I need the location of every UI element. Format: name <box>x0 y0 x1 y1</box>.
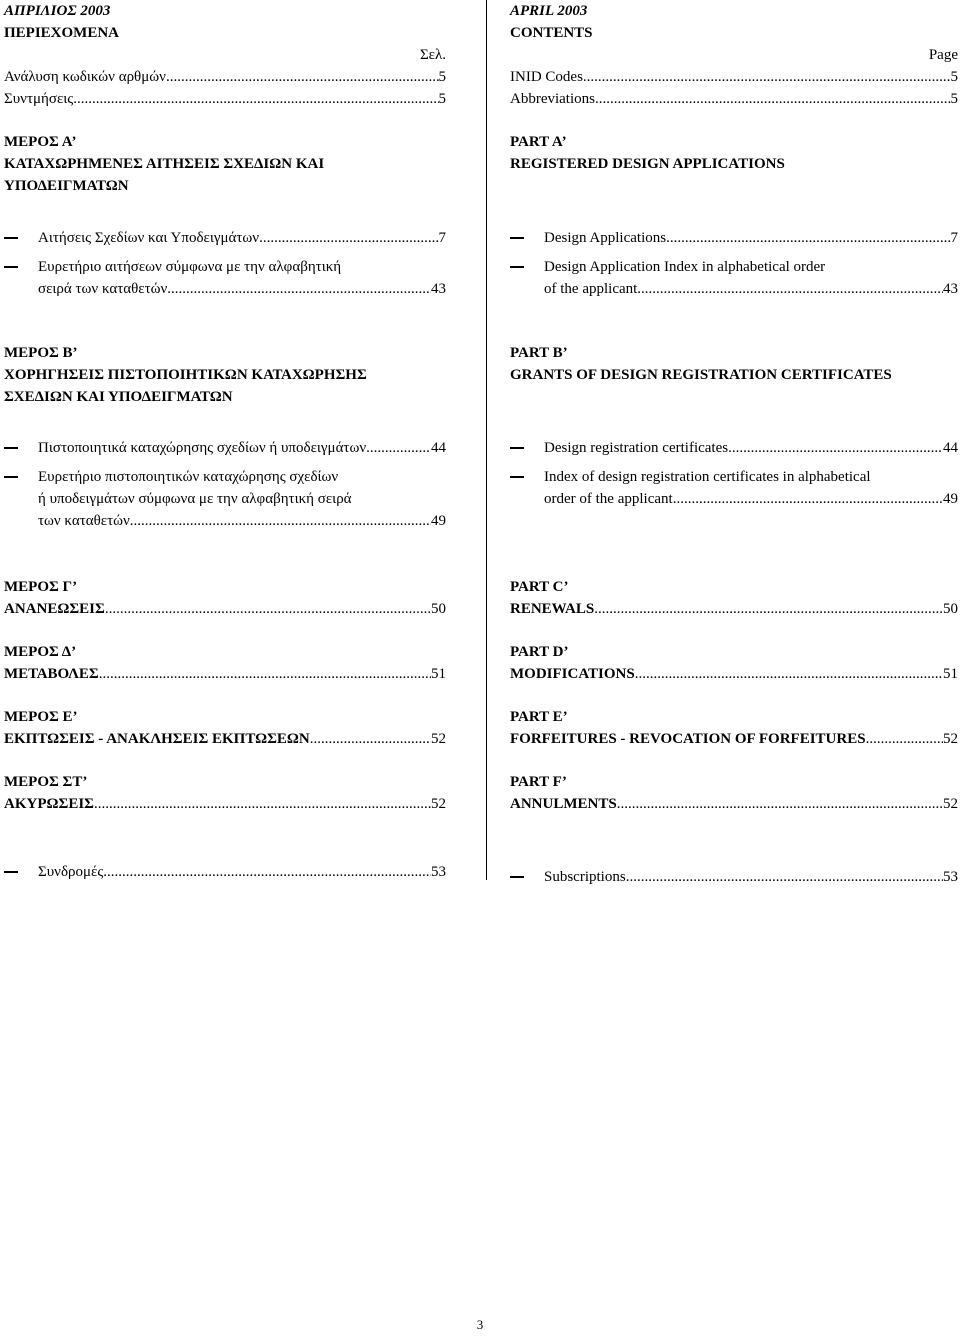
dash-bullet <box>4 266 18 268</box>
page-ref: 52 <box>431 796 446 812</box>
page-ref: 51 <box>431 666 446 682</box>
leader-dots <box>99 663 431 685</box>
leader-dots <box>673 488 943 510</box>
greek-part-f: ΜΕΡΟΣ ΣΤ’ ΑΚΥΡΩΣΕΙΣ ..... 52 <box>4 771 446 815</box>
leader-dots <box>73 88 438 110</box>
toc-entry[interactable]: Index of design registration certificates in alphabetical order of the applicant ..... 49 <box>510 466 958 510</box>
page-ref: 53 <box>943 869 958 885</box>
greek-part-e: ΜΕΡΟΣ Ε’ ΕΚΠΤΩΣΕΙΣ - ΑΝΑΚΛΗΣΕΙΣ ΕΚΠΤΩΣΕΩΝ ..... 52 <box>4 706 446 750</box>
page-ref: 52 <box>943 731 958 747</box>
leader-dots <box>259 227 438 249</box>
english-part-f: PART F’ ANNULMENTS ..... 52 <box>510 771 958 815</box>
english-part-d: PART D’ MODIFICATIONS ..... 51 <box>510 641 958 685</box>
toc-entry[interactable]: ΑΚΥΡΩΣΕΙΣ ..... 52 <box>4 793 446 815</box>
toc-entry[interactable]: ΜΕΤΑΒΟΛΕΣ ..... 51 <box>4 663 446 685</box>
dash-bullet <box>510 876 524 878</box>
toc-entry[interactable]: ΑΝΑΝΕΩΣΕΙΣ ..... 50 <box>4 598 446 620</box>
page-ref: 49 <box>431 513 446 529</box>
page-ref: 53 <box>431 864 446 880</box>
leader-dots <box>728 437 943 459</box>
column-divider <box>486 0 487 880</box>
page-ref: 43 <box>431 281 446 297</box>
toc-entry[interactable]: ΕΚΠΤΩΣΕΙΣ - ΑΝΑΚΛΗΣΕΙΣ ΕΚΠΤΩΣΕΩΝ ..... 52 <box>4 728 446 750</box>
leader-dots <box>134 510 431 532</box>
leader-dots <box>594 598 943 620</box>
toc-entry[interactable]: Συνδρομές ..... 53 <box>4 861 446 883</box>
toc-entry[interactable]: Design registration certificates ..... 44 <box>510 437 958 459</box>
page-ref: 49 <box>943 491 958 507</box>
toc-entry[interactable]: Design Application Index in alphabetical order of the applicant.. ..... 43 <box>510 256 958 300</box>
toc-entry[interactable]: Subscriptions ..... 53 <box>510 866 958 888</box>
page-ref: 7 <box>438 230 446 246</box>
english-part-e: PART E’ FORFEITURES - REVOCATION OF FORFEITURES ..... 52 <box>510 706 958 750</box>
leader-dots <box>166 66 439 88</box>
dash-bullet <box>510 476 524 478</box>
page-ref: 5 <box>950 69 958 85</box>
page-ref: 52 <box>431 731 446 747</box>
page-ref: 5 <box>950 91 958 107</box>
greek-part-a-heading: ΜΕΡΟΣ Α’ ΚΑΤΑΧΩΡΗΜΕΝΕΣ ΑΙΤΗΣΕΙΣ ΣΧΕΔΙΩΝ ΚΑΙ ΥΠΟΔΕΙΓΜΑΤΩΝ <box>4 134 325 194</box>
toc-entry[interactable]: Ανάλυση κωδικών αρθμών ..... 5 <box>4 66 446 88</box>
english-contents-title: CONTENTS <box>510 25 593 41</box>
greek-date: ΑΠΡΙΛΙΟΣ 2003 <box>4 3 111 19</box>
page-ref: 50 <box>943 601 958 617</box>
page-ref: 44 <box>943 440 958 456</box>
leader-dots <box>666 227 950 249</box>
leader-dots <box>617 793 943 815</box>
page-ref: 43 <box>943 281 958 297</box>
toc-entry[interactable]: Abbreviations ..... 5 <box>510 88 958 110</box>
toc-entry[interactable]: Ευρετήριο πιστοποιητικών καταχώρησης σχεδίων ή υποδειγμάτων σύμφωνα με την αλφαβητική σειρά των καταθετών. ..... 49 <box>4 466 446 532</box>
toc-entry[interactable]: Πιστοποιητικά καταχώρησης σχεδίων ή υποδειγμάτων. ..... 44 <box>4 437 446 459</box>
english-part-c: PART C’ RENEWALS ..... 50 <box>510 576 958 620</box>
english-part-b-heading: PART B’ GRANTS OF DESIGN REGISTRATION CERTIFICATES <box>510 345 892 383</box>
toc-entry[interactable]: ANNULMENTS ..... 52 <box>510 793 958 815</box>
leader-dots <box>310 728 431 750</box>
greek-part-b-heading: ΜΕΡΟΣ Β’ ΧΟΡΗΓΗΣΕΙΣ ΠΙΣΤΟΠΟΙΗΤΙΚΩΝ ΚΑΤΑΧΩΡΗΣΗΣ ΣΧΕΔΙΩΝ ΚΑΙ ΥΠΟΔΕΙΓΜΑΤΩΝ <box>4 345 367 405</box>
dash-bullet <box>510 447 524 449</box>
english-part-a-heading: PART A’ REGISTERED DESIGN APPLICATIONS <box>510 134 785 172</box>
page-ref: 50 <box>431 601 446 617</box>
page-ref: 52 <box>943 796 958 812</box>
greek-contents-title: ΠΕΡΙΕΧΟΜΕΝΑ <box>4 25 120 41</box>
english-header <box>510 0 958 66</box>
toc-entry[interactable]: Design Applications ..... 7 <box>510 227 958 249</box>
dash-bullet <box>4 871 18 873</box>
leader-dots <box>635 663 943 685</box>
leader-dots <box>105 598 431 620</box>
toc-entry[interactable]: RENEWALS ..... 50 <box>510 598 958 620</box>
leader-dots <box>583 66 951 88</box>
english-page-label: Page <box>928 47 958 63</box>
toc-entry[interactable]: Ευρετήριο αιτήσεων σύμφωνα με την αλφαβητική σειρά των καταθετών ..... 43 <box>4 256 446 300</box>
toc-entry[interactable]: Αιτήσεις Σχεδίων και Υποδειγμάτων ..... 7 <box>4 227 446 249</box>
leader-dots <box>595 88 951 110</box>
leader-dots <box>866 728 943 750</box>
leader-dots <box>167 278 431 300</box>
leader-dots <box>94 793 431 815</box>
greek-part-d: ΜΕΡΟΣ Δ’ ΜΕΤΑΒΟΛΕΣ ..... 51 <box>4 641 446 685</box>
greek-page-label: Σελ. <box>419 47 446 63</box>
dash-bullet <box>4 447 18 449</box>
toc-entry[interactable]: MODIFICATIONS ..... 51 <box>510 663 958 685</box>
page-ref: 5 <box>438 69 446 85</box>
leader-dots <box>370 437 431 459</box>
dash-bullet <box>4 476 18 478</box>
page-ref: 44 <box>431 440 446 456</box>
toc-entry[interactable]: INID Codes ..... 5 <box>510 66 958 88</box>
leader-dots <box>645 278 943 300</box>
toc-entry[interactable]: Συντμήσεις ..... 5 <box>4 88 446 110</box>
greek-part-c: ΜΕΡΟΣ Γ’ ΑΝΑΝΕΩΣΕΙΣ ..... 50 <box>4 576 446 620</box>
dash-bullet <box>4 237 18 239</box>
leader-dots <box>103 861 431 883</box>
toc-entry[interactable]: FORFEITURES - REVOCATION OF FORFEITURES ..... 52 <box>510 728 958 750</box>
greek-intro <box>4 66 446 110</box>
page-ref: 5 <box>438 91 446 107</box>
leader-dots <box>626 866 943 888</box>
page-ref: 51 <box>943 666 958 682</box>
english-date: APRIL 2003 <box>510 3 588 19</box>
english-intro <box>510 66 958 110</box>
greek-header <box>4 0 446 66</box>
dash-bullet <box>510 237 524 239</box>
page-ref: 7 <box>950 230 958 246</box>
page-number: 3 <box>476 1317 484 1332</box>
dash-bullet <box>510 266 524 268</box>
